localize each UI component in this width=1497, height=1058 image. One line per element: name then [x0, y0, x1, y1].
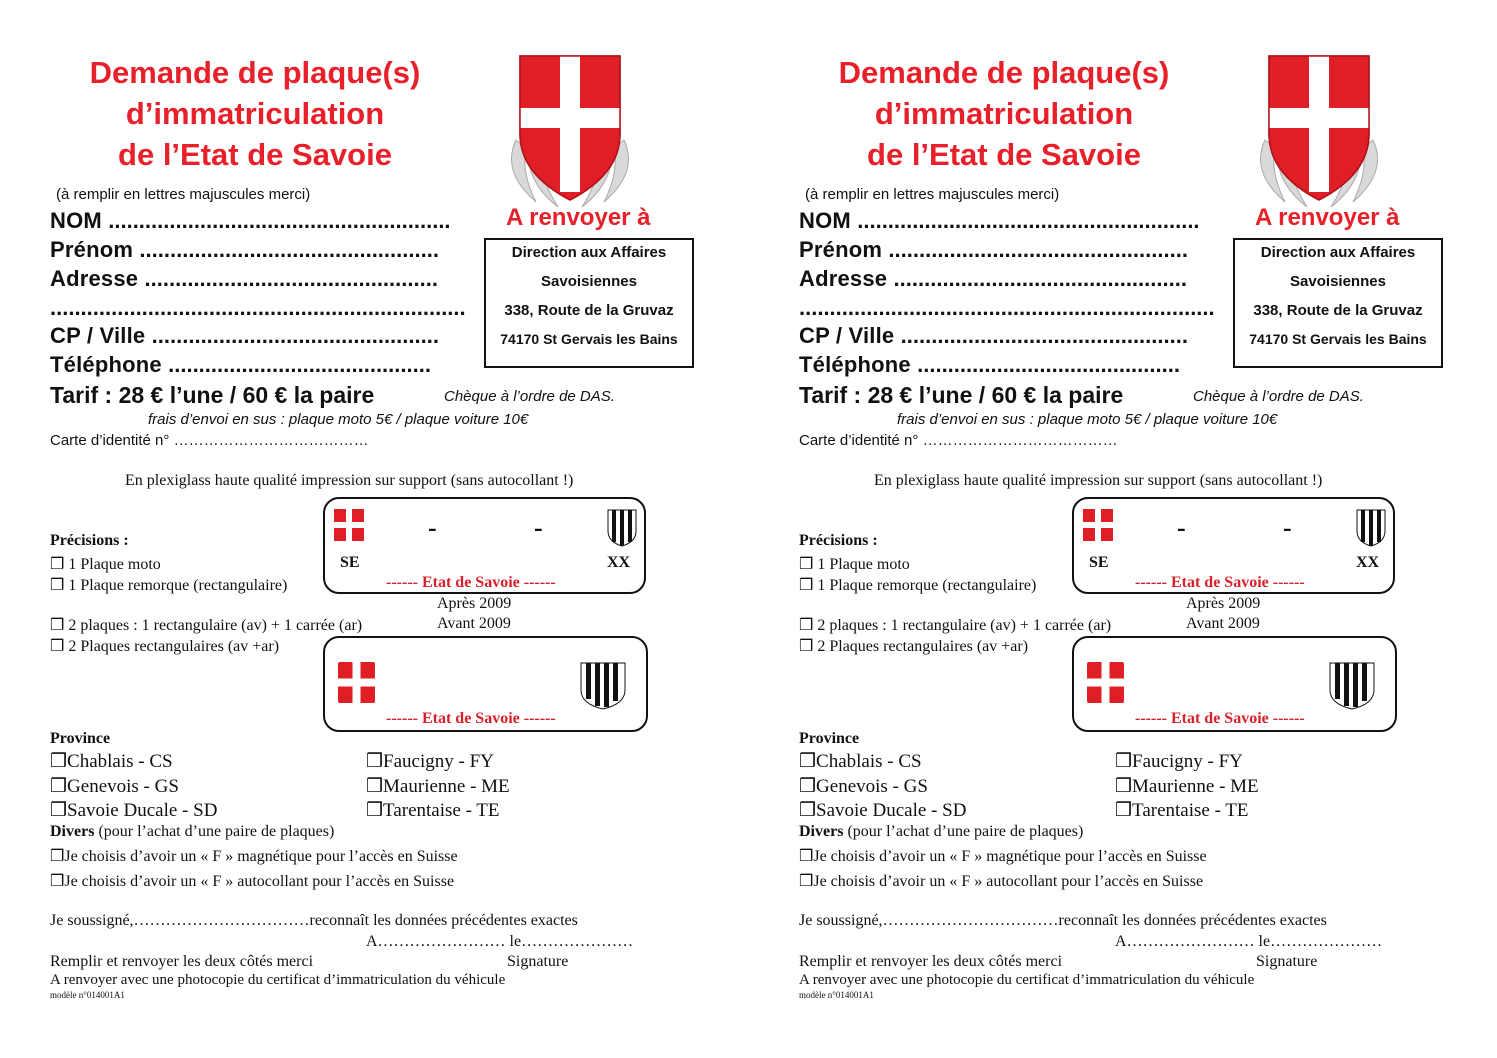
address-line: Direction aux Affaires	[1260, 244, 1416, 261]
field-dots: ................................................	[893, 266, 1187, 291]
option-rect-square-checkbox[interactable]: ❒ 2 plaques : 1 rectangulaire (av) + 1 carrée (ar)	[50, 617, 363, 634]
shipping-note: frais d’envoi en sus : plaque moto 5€ / plaque voiture 10€	[148, 411, 529, 428]
savoie-coat-of-arms-icon	[496, 52, 644, 212]
option-moto-checkbox[interactable]: ❒ 1 Plaque moto	[799, 556, 910, 573]
phone-field[interactable]	[50, 352, 431, 378]
field-label: Adresse	[799, 266, 888, 291]
place-date-line[interactable]: A…………………… le…………………	[366, 933, 634, 950]
field-dots: .................................................	[139, 237, 439, 262]
plate-separator: -	[1177, 513, 1186, 542]
postcode-city-field[interactable]	[50, 323, 439, 349]
province-maurienne-checkbox[interactable]: ❒Maurienne - ME	[1115, 776, 1259, 797]
striped-shield-icon	[1329, 662, 1375, 710]
option-rect-square-checkbox[interactable]: ❒ 2 plaques : 1 rectangulaire (av) + 1 carrée (ar)	[799, 617, 1112, 634]
magnetic-f-checkbox[interactable]: ❒Je choisis d’avoir un « F » magnétique pour l’accès en Suisse	[799, 848, 1207, 865]
field-label: Prénom	[799, 237, 883, 262]
field-label: CP / Ville	[799, 323, 895, 348]
field-dots: ...........................................	[917, 352, 1180, 377]
field-label: Prénom	[50, 237, 134, 262]
address-line: 74170 St Gervais les Bains	[500, 331, 678, 347]
savoie-coat-of-arms-icon	[1245, 52, 1393, 212]
plexiglass-note: En plexiglass haute qualité impression sur support (sans autocollant !)	[874, 472, 1323, 489]
savoie-flag-icon	[338, 662, 375, 703]
form-title-line-2: d’immatriculation	[125, 96, 385, 131]
photocopy-note: A renvoyer avec une photocopie du certificat d’immatriculation du véhicule	[799, 972, 1255, 988]
province-savoie-ducale-checkbox[interactable]: ❒Savoie Ducale - SD	[50, 800, 218, 821]
savoie-flag-icon	[334, 509, 364, 541]
plate-caption: ------ Etat de Savoie ------	[1135, 574, 1305, 591]
form-title-line-1: Demande de plaque(s)	[89, 55, 421, 90]
name-field[interactable]	[799, 208, 1200, 234]
field-dots: ...........................................	[168, 352, 431, 377]
field-dots: ........................................................	[857, 208, 1200, 233]
province-label: Province	[799, 730, 860, 747]
option-trailer-checkbox[interactable]: ❒ 1 Plaque remorque (rectangulaire)	[799, 577, 1037, 594]
plate-left-code: SE	[340, 554, 360, 571]
address-line: 74170 St Gervais les Bains	[1249, 331, 1427, 347]
model-number: modèle n°014001A1	[50, 990, 125, 1000]
form-title-line-3: de l’Etat de Savoie	[867, 137, 1141, 172]
signature-label: Signature	[1256, 953, 1318, 970]
cheque-note: Chèque à l’ordre de DAS.	[1193, 388, 1364, 405]
id-card-field[interactable]: Carte d’identité n° …………………………………	[50, 432, 369, 449]
postcode-city-field[interactable]	[799, 323, 1188, 349]
address-field[interactable]	[799, 266, 1187, 292]
address-line: Savoisiennes	[1290, 273, 1386, 290]
divers-text: (pour l’achat d’une paire de plaques)	[94, 823, 335, 840]
province-faucigny-checkbox[interactable]: ❒Faucigny - FY	[1115, 751, 1243, 772]
plate-caption: ------ Etat de Savoie ------	[386, 574, 556, 591]
before-2009-label: Avant 2009	[1186, 615, 1260, 632]
striped-shield-icon	[607, 509, 637, 547]
divers-label: Divers	[799, 823, 844, 840]
plate-right-code: XX	[1356, 554, 1380, 571]
declaration-line[interactable]: Je soussigné,……………………………reconnaît les données précédentes exactes	[799, 912, 1327, 929]
field-label: CP / Ville	[50, 323, 146, 348]
form-title-line-2: d’immatriculation	[874, 96, 1134, 131]
address-line-2-field[interactable]	[799, 295, 1215, 321]
field-dots: ........................................................	[108, 208, 451, 233]
plate-caption: ------ Etat de Savoie ------	[1135, 710, 1305, 727]
province-chablais-checkbox[interactable]: ❒Chablais - CS	[799, 751, 922, 772]
form-hint: (à remplir en lettres majuscules merci)	[805, 186, 1060, 203]
place-date-line[interactable]: A…………………… le…………………	[1115, 933, 1383, 950]
after-2009-label: Après 2009	[1186, 595, 1261, 612]
field-label: Téléphone	[50, 352, 162, 377]
province-savoie-ducale-checkbox[interactable]: ❒Savoie Ducale - SD	[799, 800, 967, 821]
option-trailer-checkbox[interactable]: ❒ 1 Plaque remorque (rectangulaire)	[50, 577, 288, 594]
address-line: Savoisiennes	[541, 273, 637, 290]
address-line: 338, Route de la Gruvaz	[1253, 302, 1423, 319]
price-line: Tarif : 28 € l’une / 60 € la paire	[799, 382, 1124, 408]
order-form	[749, 0, 1497, 1058]
name-field[interactable]	[50, 208, 451, 234]
savoie-flag-icon	[1083, 509, 1113, 541]
province-tarentaise-checkbox[interactable]: ❒Tarentaise - TE	[366, 800, 500, 821]
plexiglass-note: En plexiglass haute qualité impression sur support (sans autocollant !)	[125, 472, 574, 489]
plate-separator: -	[1283, 513, 1292, 542]
striped-shield-icon	[1356, 509, 1386, 547]
before-2009-label: Avant 2009	[437, 615, 511, 632]
fill-both-sides-note: Remplir et renvoyer les deux côtés merci	[799, 953, 1063, 970]
province-maurienne-checkbox[interactable]: ❒Maurienne - ME	[366, 776, 510, 797]
shipping-note: frais d’envoi en sus : plaque moto 5€ / plaque voiture 10€	[897, 411, 1278, 428]
id-card-field[interactable]: Carte d’identité n° …………………………………	[799, 432, 1118, 449]
field-label: NOM	[799, 208, 851, 233]
plate-separator: -	[534, 513, 543, 542]
province-faucigny-checkbox[interactable]: ❒Faucigny - FY	[366, 751, 494, 772]
send-to-label: A renvoyer à	[506, 204, 651, 231]
after-2009-label: Après 2009	[437, 595, 512, 612]
sticker-f-checkbox[interactable]: ❒Je choisis d’avoir un « F » autocollant pour l’accès en Suisse	[50, 873, 455, 890]
address-line-2-field[interactable]	[50, 295, 466, 321]
precisions-label: Précisions :	[50, 532, 129, 549]
province-genevois-checkbox[interactable]: ❒Genevois - GS	[50, 776, 179, 797]
address-field[interactable]	[50, 266, 438, 292]
divers-heading	[799, 823, 1083, 841]
field-dots: ................................................	[144, 266, 438, 291]
order-form	[0, 0, 748, 1058]
striped-shield-icon	[580, 662, 626, 710]
price-line: Tarif : 28 € l’une / 60 € la paire	[50, 382, 375, 408]
divers-text: (pour l’achat d’une paire de plaques)	[843, 823, 1084, 840]
field-dots: ....................................................................	[799, 295, 1215, 320]
province-chablais-checkbox[interactable]: ❒Chablais - CS	[50, 751, 173, 772]
plate-left-code: SE	[1089, 554, 1109, 571]
province-tarentaise-checkbox[interactable]: ❒Tarentaise - TE	[1115, 800, 1249, 821]
cheque-note: Chèque à l’ordre de DAS.	[444, 388, 615, 405]
option-two-rect-checkbox[interactable]: ❒ 2 Plaques rectangulaires (av +ar)	[799, 638, 1029, 655]
form-title-line-1: Demande de plaque(s)	[838, 55, 1170, 90]
option-two-rect-checkbox[interactable]: ❒ 2 Plaques rectangulaires (av +ar)	[50, 638, 280, 655]
precisions-label: Précisions :	[799, 532, 878, 549]
field-label: Téléphone	[799, 352, 911, 377]
divers-heading	[50, 823, 334, 841]
phone-field[interactable]	[799, 352, 1180, 378]
sticker-f-checkbox[interactable]: ❒Je choisis d’avoir un « F » autocollant pour l’accès en Suisse	[799, 873, 1204, 890]
signature-label: Signature	[507, 953, 569, 970]
firstname-field[interactable]	[50, 237, 439, 263]
field-dots: ...............................................	[900, 323, 1188, 348]
field-label: Adresse	[50, 266, 139, 291]
address-line: 338, Route de la Gruvaz	[504, 302, 674, 319]
fill-both-sides-note: Remplir et renvoyer les deux côtés merci	[50, 953, 314, 970]
province-label: Province	[50, 730, 111, 747]
send-to-label: A renvoyer à	[1255, 204, 1400, 231]
declaration-line[interactable]: Je soussigné,……………………………reconnaît les données précédentes exactes	[50, 912, 578, 929]
magnetic-f-checkbox[interactable]: ❒Je choisis d’avoir un « F » magnétique pour l’accès en Suisse	[50, 848, 458, 865]
field-label: NOM	[50, 208, 102, 233]
photocopy-note: A renvoyer avec une photocopie du certificat d’immatriculation du véhicule	[50, 972, 506, 988]
province-genevois-checkbox[interactable]: ❒Genevois - GS	[799, 776, 928, 797]
field-dots: ....................................................................	[50, 295, 466, 320]
address-line: Direction aux Affaires	[511, 244, 667, 261]
firstname-field[interactable]	[799, 237, 1188, 263]
plate-right-code: XX	[607, 554, 631, 571]
form-hint: (à remplir en lettres majuscules merci)	[56, 186, 311, 203]
option-moto-checkbox[interactable]: ❒ 1 Plaque moto	[50, 556, 161, 573]
model-number: modèle n°014001A1	[799, 990, 874, 1000]
field-dots: ...............................................	[151, 323, 439, 348]
divers-label: Divers	[50, 823, 95, 840]
plate-caption: ------ Etat de Savoie ------	[386, 710, 556, 727]
plate-separator: -	[428, 513, 437, 542]
savoie-flag-icon	[1087, 662, 1124, 703]
form-title-line-3: de l’Etat de Savoie	[118, 137, 392, 172]
field-dots: .................................................	[888, 237, 1188, 262]
